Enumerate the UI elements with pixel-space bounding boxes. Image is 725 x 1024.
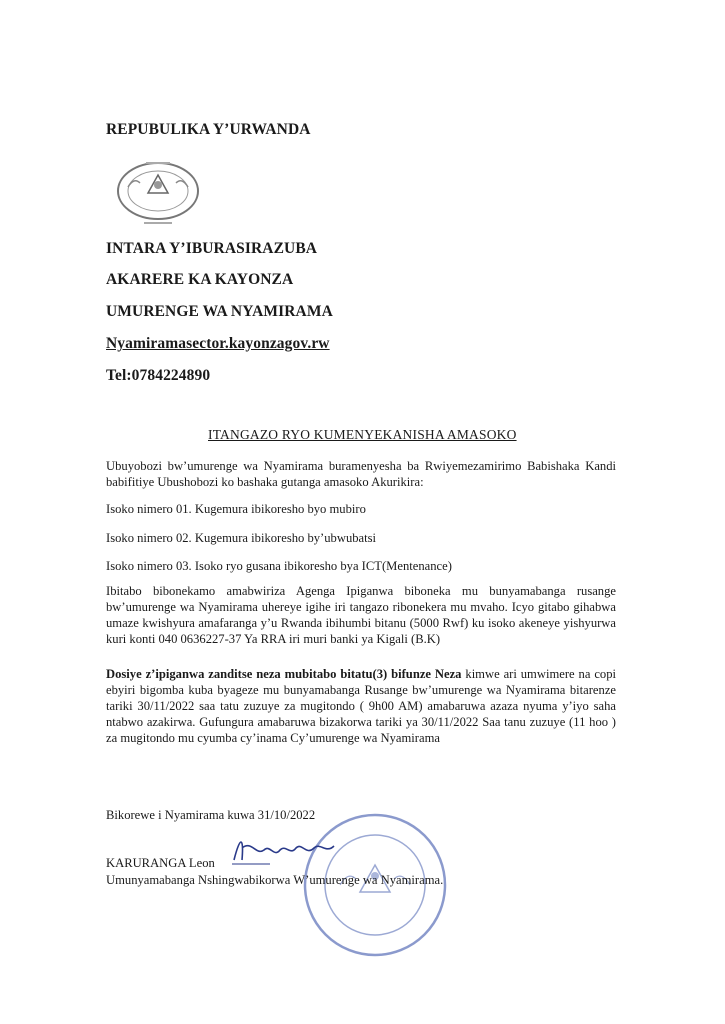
rwanda-coat-of-arms-emblem bbox=[106, 157, 210, 229]
province-heading: INTARA Y’IBURASIRAZUBA bbox=[106, 240, 318, 257]
tender-lot-3: Isoko nimero 03. Isoko ryo gusana ibikoresho bya ICT(Mentenance) bbox=[106, 559, 452, 573]
notice-intro-paragraph: Ubuyobozi bw’umurenge wa Nyamirama buramenyesha ba Rwiyemezamirimo Babishaka Kandi babifitiye Ubushobozi ko bashaka gutanga amasoko Akurikira: bbox=[106, 459, 616, 489]
sector-website-link[interactable]: Nyamiramasector.kayonzagov.rw bbox=[106, 335, 330, 352]
signer-title: Umunyamabanga Nshingwabikorwa W’umurenge wa Nyamirama. bbox=[106, 873, 444, 887]
tender-lot-1: Isoko nimero 01. Kugemura ibikoresho byo mubiro bbox=[106, 502, 366, 516]
handwritten-signature bbox=[230, 830, 340, 870]
district-heading: AKARERE KA KAYONZA bbox=[106, 271, 294, 288]
tender-lot-2: Isoko nimero 02. Kugemura ibikoresho by’ubwubatsi bbox=[106, 531, 377, 545]
submission-text: kimwe ari umwimere na copi ebyiri bigomba kuba byageze mu bunyamabanga Rusange bw’umurenge wa Nyamirama bitarenze tariki 30/11/2022 saa tatu zuzuye za mugitondo ( 9h00 AM) amabaruwa azaza nyuma y’iyo saha ntabwo azakirwa. Gufungura amabaruwa bizakorwa tariki ya 30/11/2022 Saa tanu zuzuye (11 hoo ) za mugitondo mu cyumba cy’inama Cy’umurenge wa Nyamirama bbox=[106, 667, 616, 745]
notice-title: ITANGAZO RYO KUMENYEKANISHA AMASOKO bbox=[208, 427, 517, 442]
sector-heading: UMURENGE WA NYAMIRAMA bbox=[106, 303, 333, 320]
telephone-number: Tel:0784224890 bbox=[106, 367, 211, 384]
place-and-date: Bikorewe i Nyamirama kuwa 31/10/2022 bbox=[106, 808, 316, 822]
country-heading: REPUBULIKA Y’URWANDA bbox=[106, 121, 311, 138]
bid-documents-paragraph: Ibitabo bibonekamo amabwiriza Agenga Ipiganwa biboneka mu bunyamabanga rusange bw’umurenge wa Nyamirama uhereye igihe iri tangazo ribonekera mu mvaho. Icyo gitabo gihabwa umaze kwishyura amafaranga y’u Rwanda ibihumbi bitanu (5000 Rwf) ku isoko akeneye yishyurwa kuri konti 040 0636227-37 Ya RRA iri muri banki ya Kigali (B.K) bbox=[106, 584, 616, 646]
signer-name: KARURANGA Leon bbox=[106, 856, 215, 870]
submission-paragraph bbox=[106, 666, 616, 746]
submission-bold-text: Dosiye z’ipiganwa zanditse neza mubitabo bitatu(3) bifunze Neza bbox=[106, 667, 462, 681]
